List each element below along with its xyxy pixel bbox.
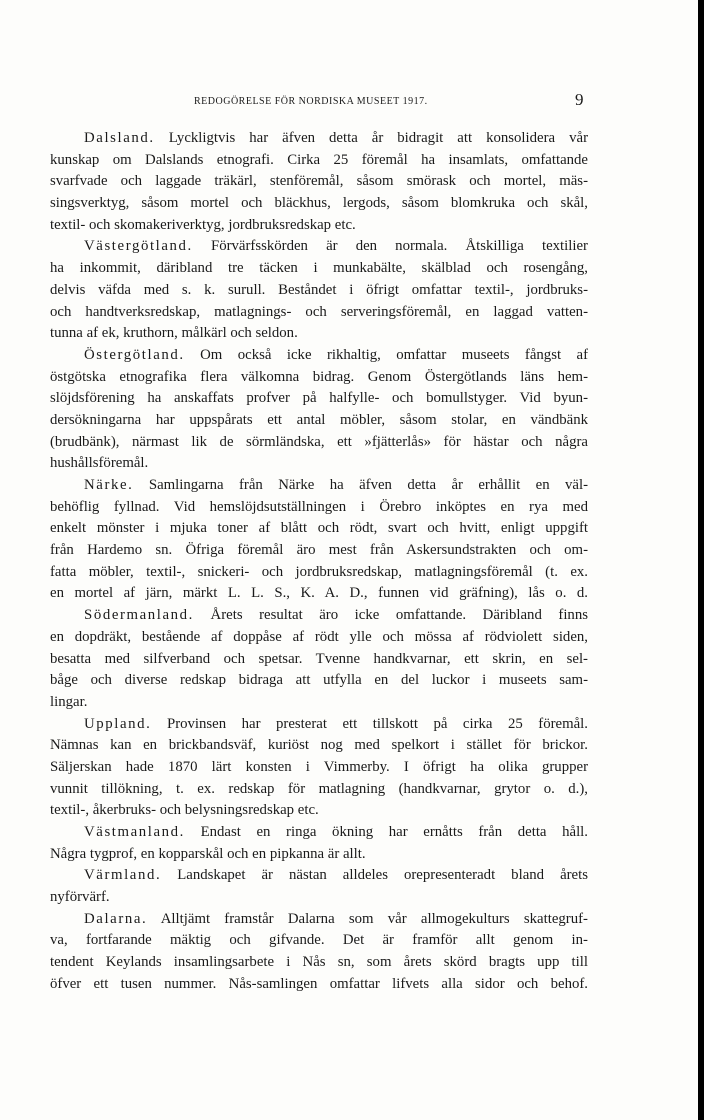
text-line: textil- och skomakeriverktyg, jordbruksredskap etc. <box>50 216 356 233</box>
text-line <box>50 475 588 497</box>
line-text: Förvärfsskörden är den normala. Åtskilliga textilier <box>192 238 588 255</box>
text-line <box>50 865 588 887</box>
section-heading-vastmanland: Västmanland. <box>84 824 185 840</box>
section-heading-narke: Närke. <box>84 477 134 493</box>
text-line <box>50 909 588 931</box>
line-text: Lyckligtvis har äfven detta år bidragit att konsolidera vår <box>154 130 588 146</box>
text-line: östgötska etnografika flera välkomna bidrag. Genom Östergötlands läns hem- <box>50 368 588 385</box>
text-line: behöflig fyllnad. Vid hemslöjdsutställningen i Örebro inköptes en rya med <box>50 498 588 515</box>
line-text: Om också icke rikhaltig, omfattar museets fångst af <box>184 346 588 363</box>
line-text: Provinsen har presterat ett tillskott på cirka 25 föremål. <box>151 715 588 732</box>
section-heading-sodermanland: Södermanland. <box>84 607 194 624</box>
text-line: Nämnas kan en brickbandsväf, kuriöst nog med spelkort i stället för brickor. <box>50 737 588 754</box>
text-line: textil-, åkerbruks- och belysningsredskap etc. <box>50 802 319 819</box>
text-line: tunna af ek, kruthorn, målkärl och seldon. <box>50 325 298 342</box>
text-line: Några tygprof, en kopparskål och en pipkanna är allt. <box>50 845 366 862</box>
text-line: delvis väfda med s. k. surull. Beståndet i öfrigt omfattar textil-, jordbruks- <box>50 281 588 298</box>
text-line: en mortel af järn, märkt L. L. S., K. A. D., funnen vid gräfning), lås o. d. <box>50 585 588 602</box>
text-line: kunskap om Dalslands etnografi. Cirka 25 föremål ha insamlats, omfattande <box>50 151 588 168</box>
text-line: ha inkommit, däribland tre täcken i munkabälte, skälblad och rosengång, <box>50 260 588 277</box>
scan-edge <box>698 0 704 1120</box>
text-line: och handtverksredskap, matlagnings- och serveringsföremål, en laggad vatten- <box>50 303 588 320</box>
section-heading-dalarna: Dalarna. <box>84 910 148 927</box>
line-text: Endast en ringa ökning har ernåtts från detta håll. <box>184 824 588 840</box>
text-line <box>50 236 588 258</box>
text-line <box>50 345 588 367</box>
text-line: slöjdsförening ha anskaffats profver på halfylle- och bomullstyger. Vid byun- <box>50 390 588 407</box>
text-line: från Hardemo sn. Öfriga föremål äro mest från Askersundstrakten och om- <box>50 542 588 559</box>
section-heading-ostergotland: Östergötland. <box>84 346 185 363</box>
text-line <box>50 822 588 844</box>
section-heading-varmland: Värmland. <box>84 867 162 884</box>
text-line: båge och diverse redskap bidraga att utfylla en del luckor i museets sam- <box>50 672 588 689</box>
text-line: va, fortfarande mäktig och gifvande. Det är framför allt genom in- <box>50 932 588 949</box>
page-number: 9 <box>575 90 584 109</box>
text-line: enkelt mönster i mjuka toner af blått och rödt, svart och hvitt, enligt uppgift <box>50 520 588 537</box>
text-line: nyförvärf. <box>50 889 110 906</box>
section-heading-dalsland: Dalsland. <box>84 130 155 146</box>
text-line: hushållsföremål. <box>50 455 149 472</box>
text-line: lingar. <box>50 693 88 710</box>
section-heading-uppland: Uppland. <box>84 715 152 732</box>
running-header: REDOGÖRELSE FÖR NORDISKA MUSEET 1917. <box>194 96 428 107</box>
text-line: (brudbänk), närmast lik de sörmländska, ett »fjätterlås» för hästar och några <box>50 433 588 450</box>
line-text: Landskapet är nästan alldeles orepresenteradt bland årets <box>161 867 588 884</box>
text-line: besatta med silfverband och spetsar. Tvenne handkvarnar, ett skrin, en sel- <box>50 650 588 667</box>
text-line: Säljerskan hade 1870 lärt konsten i Vimmerby. I öfrigt ha olika grupper <box>50 758 588 775</box>
text-line: öfver ett tusen nummer. Nås-samlingen omfattar lifvets alla sidor och behof. <box>50 975 588 992</box>
text-line: svarfvade och laggade träkärl, stenföremål, såsom smörask och mortel, mäs- <box>50 173 588 190</box>
text-line: singsverktyg, såsom mortel och bläckhus, lergods, såsom blomkruka och skål, <box>50 195 588 212</box>
text-line: tendent Keylands insamlingsarbete i Nås sn, som årets skörd bragts upp till <box>50 954 588 971</box>
text-line: dersökningarna har uppspårats ett antal möbler, såsom stolar, en vändbänk <box>50 411 588 428</box>
text-line: en dopdräkt, bestående af doppåse af rödt ylle och mössa af rödviolett siden, <box>50 628 588 645</box>
line-text: Årets resultat äro icke omfattande. Däribland finns <box>193 607 588 624</box>
text-line: vunnit tillökning, t. ex. redskap för matlagning (handkvarnar, grytor o. d.), <box>50 780 588 797</box>
text-line <box>50 605 588 627</box>
text-line: fatta möbler, textil-, snickeri- och jordbruksredskap, matlagningsföremål (t. ex. <box>50 563 588 580</box>
body-text <box>50 128 588 996</box>
text-line <box>50 714 588 736</box>
line-text: Alltjämt framstår Dalarna som vår allmogekulturs skattegruf- <box>147 910 588 927</box>
section-heading-vastergotland: Västergötland. <box>84 238 193 255</box>
text-line <box>50 128 588 150</box>
line-text: Samlingarna från Närke ha äfven detta år erhållit en väl- <box>133 477 588 493</box>
